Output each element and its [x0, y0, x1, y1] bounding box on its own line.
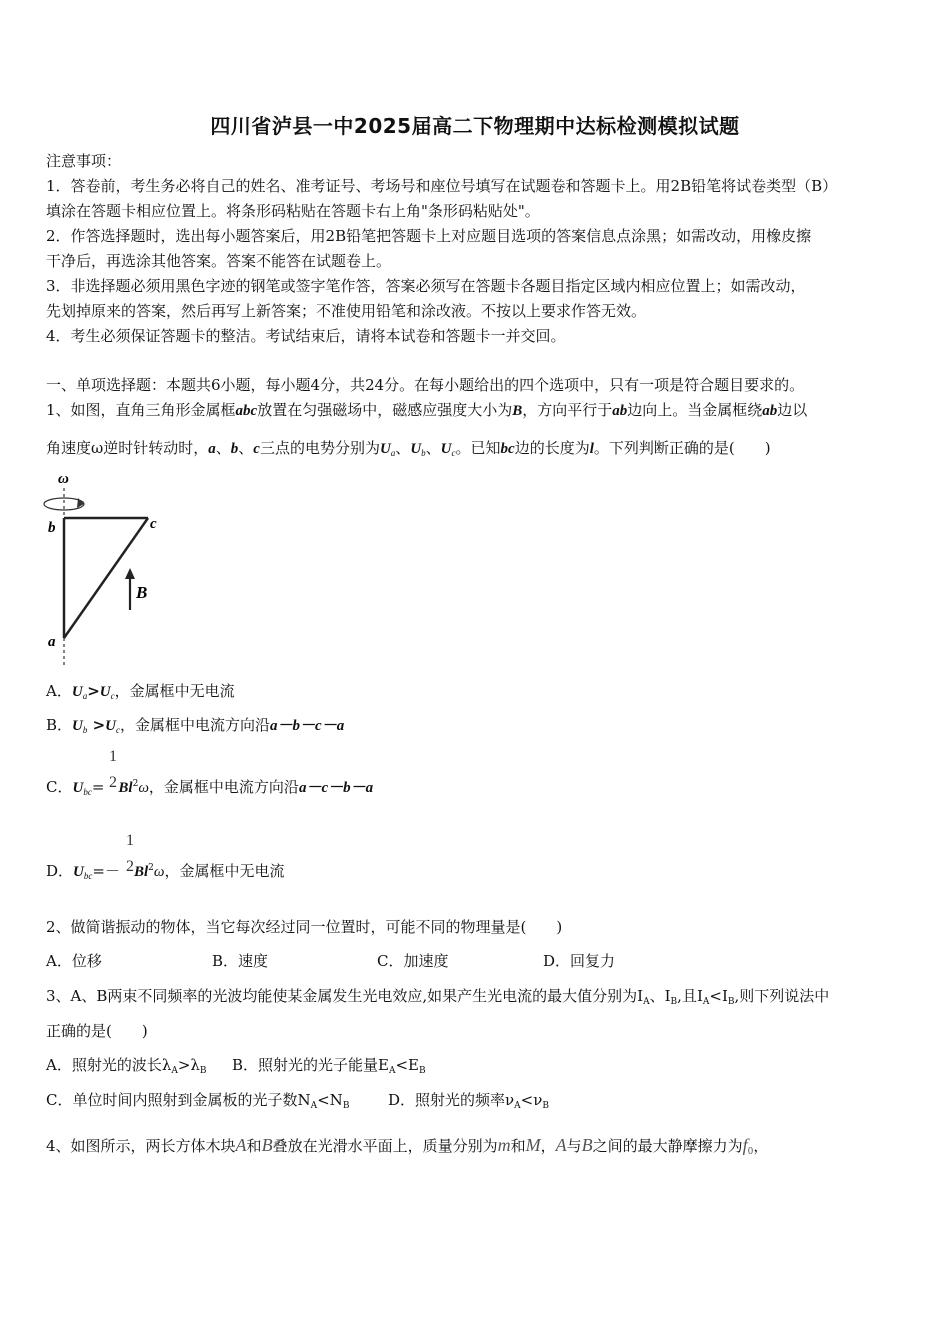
question-1-option-b: B．$U_b >U_c$，金属框中电流方向沿a－b－c－a	[46, 716, 345, 735]
notice-line: 1．答卷前，考生务必将自己的姓名、准考证号、考场号和座位号填写在试题卷和答题卡上。用2B铅笔将试卷类型（B）	[46, 177, 838, 195]
question-1-stem-line1: 1、如图，直角三角形金属框abc放置在匀强磁场中，磁感应强度大小为B，方向平行于ab边向上。当金属框绕ab边以	[46, 401, 808, 419]
question-3-option-d: D．照射光的频率$\nu_A<\nu_B$	[388, 1091, 549, 1111]
question-3-option-b: B．照射光的光子能量$E_A<E_B$	[232, 1056, 426, 1076]
question-3-option-a: A．照射光的波长$\lambda_A>\lambda_B$	[46, 1056, 207, 1076]
field-arrowhead-icon	[125, 568, 135, 579]
section-heading: 一、单项选择题：本题共6小题，每小题4分，共24分。在每小题给出的四个选项中，只有一项是符合题目要求的。	[46, 376, 805, 394]
figure-label-a: a	[48, 634, 56, 650]
question-3-option-c: C．单位时间内照射到金属板的光子数$N_A<N_B$	[46, 1091, 350, 1111]
notice-line: 干净后，再选涂其他答案。答案不能答在试题卷上。	[46, 252, 392, 270]
notice-line: 先划掉原来的答案，然后再写上新答案；不准使用铅笔和涂改液。不按以上要求作答无效。	[46, 302, 647, 320]
question-1-option-d: D．$U_{bc}=- Bl^2\omega$，金属框中无电流	[46, 862, 285, 881]
fraction-denominator: 2	[126, 858, 134, 875]
question-2-stem: 2、做简谐振动的物体，当它每次经过同一位置时，可能不同的物理量是( )	[46, 918, 563, 936]
page-title: 四川省泸县一中2025届高二下物理期中达标检测模拟试题	[210, 114, 740, 138]
triangle-side-ac	[64, 518, 148, 638]
fraction-numerator: 1	[109, 748, 117, 765]
fraction-numerator: 1	[126, 832, 134, 849]
question-1-option-a: A．$U_a>U_c$，金属框中无电流	[46, 682, 235, 701]
triangle-frame-figure	[40, 470, 180, 670]
question-2-option-b: B．速度	[212, 952, 269, 970]
question-3-stem-line2: 正确的是( )	[46, 1022, 148, 1040]
notice-line: 4．考生必须保证答题卡的整洁。考试结束后，请将本试卷和答题卡一并交回。	[46, 327, 566, 345]
figure-label-c: c	[150, 516, 157, 532]
notice-heading: 注意事项：	[46, 152, 122, 170]
question-1-stem-line2: 角速度ω逆时针转动时，a、b、c三点的电势分别为$U_a$、$U_b$、$U_c$。已知bc边的长度为l。下列判断正确的是( )	[46, 439, 771, 458]
figure-label-field: B	[136, 583, 148, 602]
notice-line: 填涂在答题卡相应位置上。将条形码粘贴在答题卡右上角"条形码粘贴处"。	[46, 202, 540, 220]
question-2-option-d: D．回复力	[543, 952, 616, 970]
question-4-stem: 4、如图所示，两长方体木块A和B叠放在光滑水平面上，质量分别为m和M，A与B之间的最大静摩擦力为$f_0$，	[46, 1135, 769, 1157]
question-2-option-a: A．位移	[46, 952, 102, 970]
fraction-denominator: 2	[109, 774, 117, 791]
question-3-stem-line1: 3、A、B两束不同频率的光波均能使某金属发生光电效应,如果产生光电流的最大值分别为$I_A$、$I_B$,且$I_A<I_B$,则下列说法中	[46, 987, 830, 1007]
question-2-option-c: C．加速度	[377, 952, 449, 970]
question-1-option-c: C．$U_{bc}= Bl^2\omega$，金属框中电流方向沿a－c－b－a	[46, 778, 374, 797]
figure-label-b: b	[48, 520, 56, 536]
notice-line: 3．非选择题必须用黑色字迹的钢笔或签字笔作答，答案必须写在答题卡各题目指定区域内相应位置上；如需改动，	[46, 277, 806, 295]
figure-omega-label: ω	[58, 471, 69, 487]
notice-line: 2．作答选择题时，选出每小题答案后，用2B铅笔把答题卡上对应题目选项的答案信息点涂黑；如需改动，用橡皮擦	[46, 227, 812, 245]
